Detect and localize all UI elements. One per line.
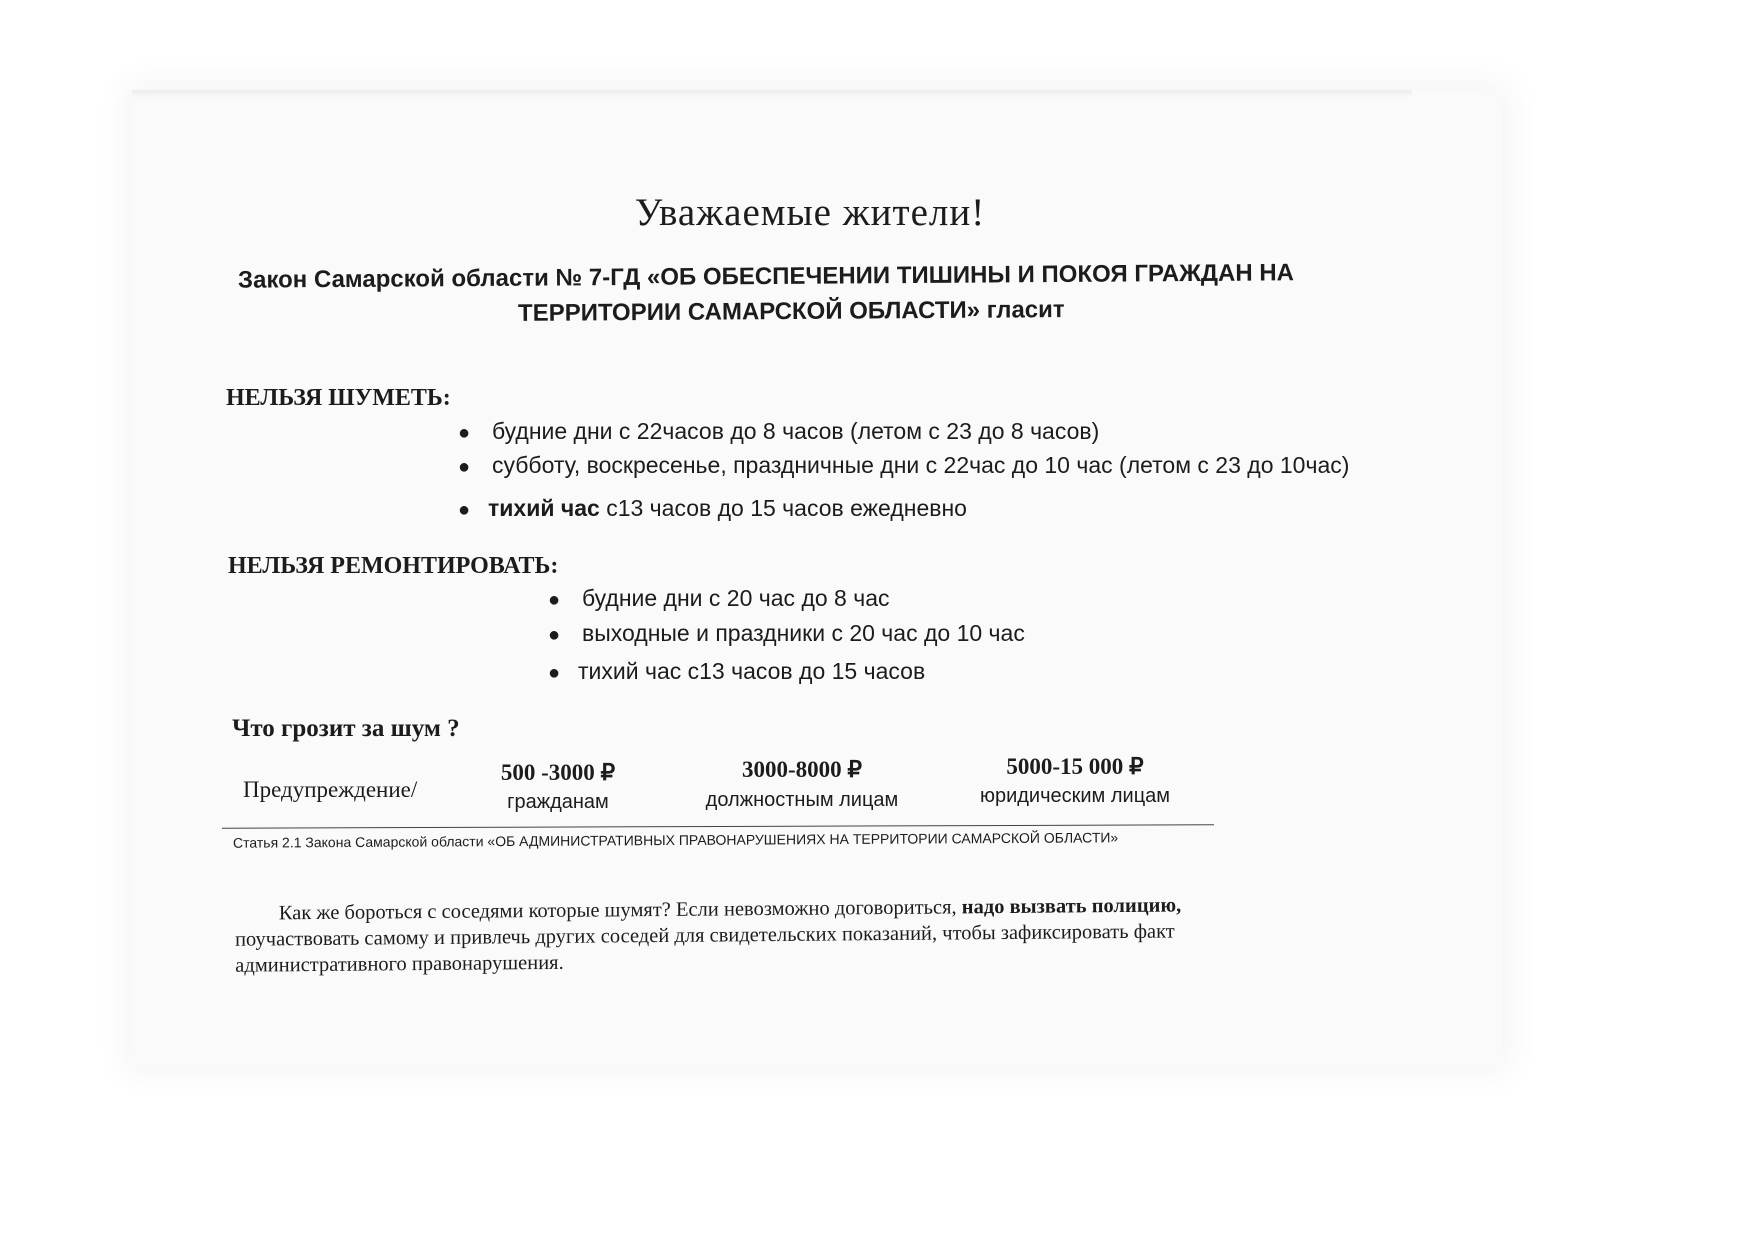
list-item: ● будние дни с 20 час до 8 час	[548, 585, 890, 611]
page-title: Уважаемые жители!	[634, 191, 986, 234]
fines-heading: Что грозит за шум ?	[232, 715, 460, 742]
fine-recipient-legal-entities: юридическим лицам	[979, 785, 1171, 807]
fine-recipient-officials: должностным лицам	[705, 789, 899, 811]
noise-heading: НЕЛЬЗЯ ШУМЕТЬ:	[226, 385, 451, 411]
list-item: ● субботу, воскресенье, праздничные дни с 22час до 10 час (летом с 23 до 10час)	[458, 452, 1350, 478]
list-item: ● выходные и праздники с 20 час до 10 час	[548, 620, 1025, 646]
fine-amount-legal-entities: 5000-15 000 ₽	[1006, 754, 1144, 779]
fine-recipient-citizens: гражданам	[507, 791, 609, 813]
fine-amount-officials: 3000-8000 ₽	[741, 757, 863, 782]
list-item: ● тихий час с13 часов до 15 часов	[548, 658, 926, 684]
warning-label: Предупреждение/	[243, 777, 418, 802]
advice-paragraph: Как же бороться с соседями которые шумят? Если невозможно договориться, надо вызвать полицию, поучаствовать самому и привлечь других соседей для свидетельских показаний, чтобы зафиксировать факт административного правонарушения.	[234, 894, 1182, 977]
law-title-line-2: ТЕРРИТОРИИ САМАРСКОЙ ОБЛАСТИ» гласит	[517, 296, 1065, 327]
law-title-line-1: Закон Самарской области № 7-ГД «ОБ ОБЕСПЕЧЕНИИ ТИШИНЫ И ПОКОЯ ГРАЖДАН НА	[237, 259, 1295, 294]
list-item: ● будние дни с 22часов до 8 часов (летом с 23 до 8 часов)	[458, 418, 1100, 444]
list-item: ● тихий час с13 часов до 15 часов ежедневно	[458, 495, 967, 521]
sheet-edge-shadow	[132, 90, 1412, 98]
fine-amount-citizens: 500 -3000 ₽	[500, 760, 616, 785]
article-reference: Статья 2.1 Закона Самарской области «ОБ АДМИНИСТРАТИВНЫХ ПРАВОНАРУШЕНИЯХ НА ТЕРРИТОРИИ САМАРСКОЙ ОБЛАСТИ»	[232, 829, 1119, 851]
repair-heading: НЕЛЬЗЯ РЕМОНТИРОВАТЬ:	[228, 553, 559, 579]
